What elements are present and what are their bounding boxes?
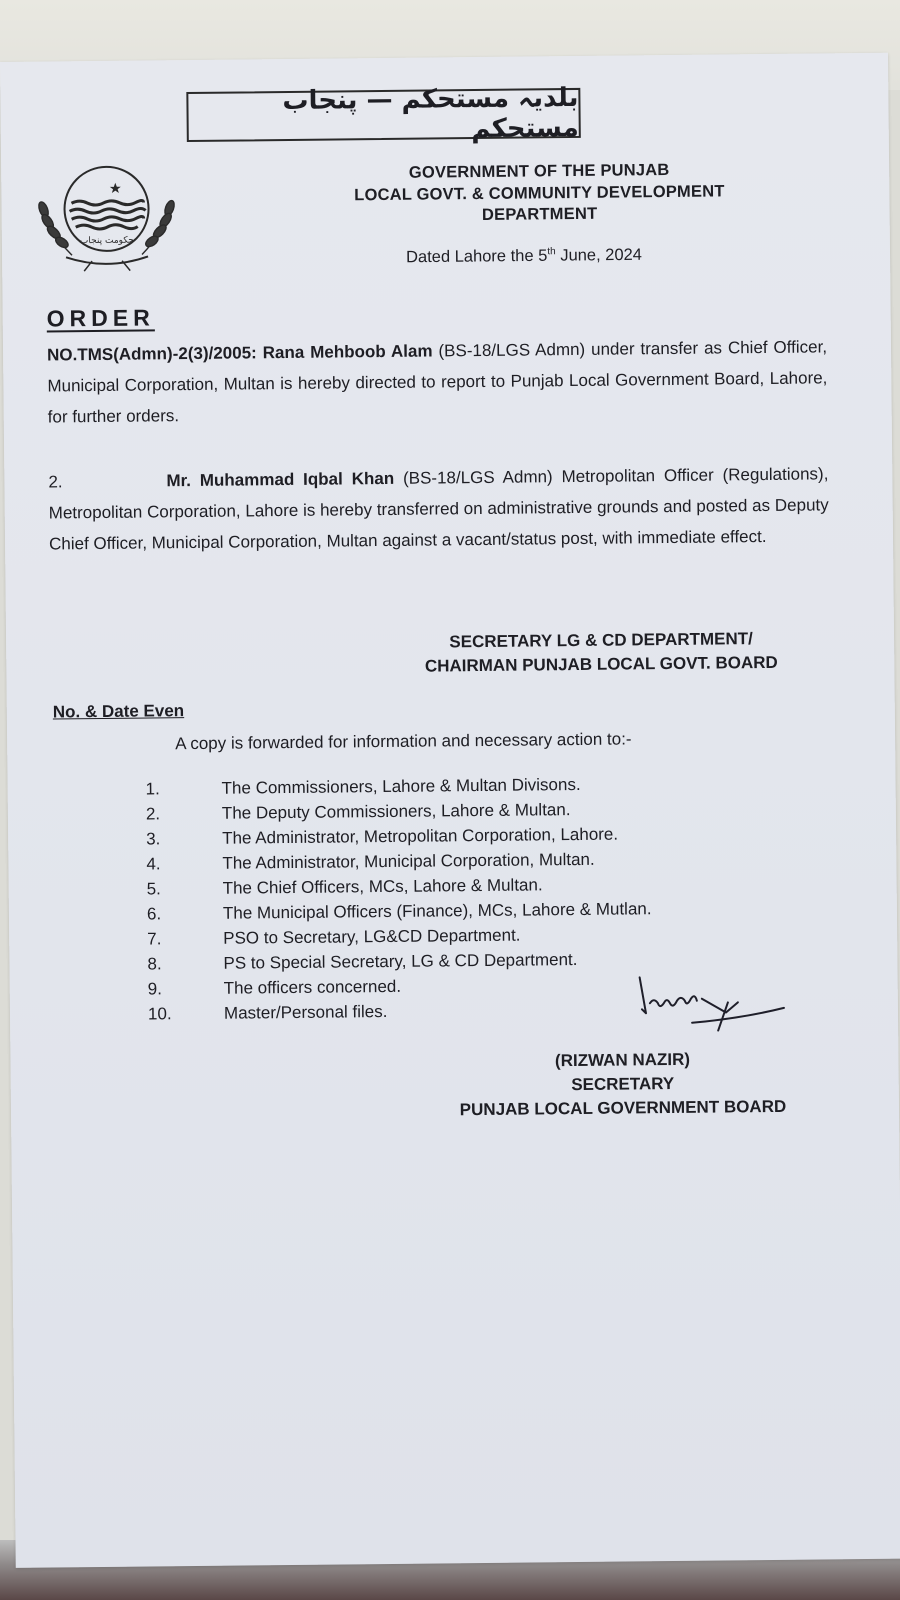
distribution-item-number: 5.	[146, 879, 161, 899]
reference-date-even: No. & Date Even	[52, 701, 185, 722]
distribution-item-text: The officers concerned.	[223, 976, 402, 998]
urdu-motto-box: بلدیہ مستحکم — پنجاب مستحکم	[186, 88, 581, 142]
order-document	[0, 53, 900, 1568]
paragraph-2-text: (BS-18/LGS Admn) Metropolitan Officer (Regulations), Metropolitan Corporation, Lahore is hereby transferred on administrative grounds and posted as Deputy Chief Officer, Municipal Corporation, Multan against a vacant/status post, with immediate effect.	[48, 464, 829, 554]
dated-prefix: Dated Lahore the 5	[405, 246, 548, 267]
dated-suffix: June, 2024	[555, 245, 643, 265]
distribution-item-number: 4.	[146, 854, 161, 874]
signature-icon	[632, 972, 793, 1054]
order-paragraph-1	[47, 331, 828, 432]
department-heading-line1: LOCAL GOVT. & COMMUNITY DEVELOPMENT	[354, 182, 725, 205]
signatory-name: (RIZWAN NAZIR)	[554, 1049, 691, 1071]
officer-name-1: Rana Mehboob Alam	[262, 341, 433, 363]
officer-name-2: Mr. Muhammad Iqbal Khan	[166, 468, 395, 491]
emblem-caption: حکومت پنجاب	[79, 235, 134, 247]
distribution-item	[146, 849, 594, 875]
distribution-item	[148, 1001, 388, 1025]
order-paragraph-2	[48, 458, 829, 559]
distribution-item	[146, 799, 571, 824]
distribution-item-number: 3.	[146, 829, 161, 849]
distribution-item-text: The Municipal Officers (Finance), MCs, Lahore & Mutlan.	[222, 899, 652, 923]
paragraph-2-number: 2.	[48, 472, 63, 492]
distribution-item	[147, 949, 577, 975]
signatory-designation: SECRETARY	[571, 1073, 675, 1095]
paragraph-1-text: (BS-18/LGS Admn) under transfer as Chief Officer, Municipal Corporation, Multan is hereby directed to report to Punjab Local Government Board, Lahore, for further orders.	[47, 337, 828, 427]
distribution-item-text: The Deputy Commissioners, Lahore & Multan.	[221, 800, 571, 823]
distribution-item-number: 1.	[145, 779, 160, 799]
distribution-item	[147, 874, 543, 899]
dated-ordinal: th	[547, 246, 556, 258]
department-heading-line2: DEPARTMENT	[481, 204, 598, 224]
distribution-item	[148, 976, 402, 1000]
distribution-item-text: The Administrator, Metropolitan Corporation, Lahore.	[222, 824, 619, 848]
government-heading: GOVERNMENT OF THE PUNJAB	[408, 160, 670, 182]
distribution-item-number: 6.	[146, 904, 162, 924]
secretary-title-line1: SECRETARY LG & CD DEPARTMENT/	[449, 629, 753, 652]
distribution-item	[146, 824, 618, 850]
distribution-item-text: The Commissioners, Lahore & Multan Divisons.	[221, 774, 581, 798]
distribution-item-number: 8.	[147, 954, 162, 974]
distribution-item-number: 9.	[147, 979, 163, 999]
distribution-item-text: The Administrator, Municipal Corporation, Multan.	[222, 849, 595, 873]
distribution-item	[147, 898, 652, 924]
signatory-organization: PUNJAB LOCAL GOVERNMENT BOARD	[459, 1096, 787, 1120]
order-title: ORDER	[46, 304, 155, 332]
distribution-item-number: 10.	[147, 1004, 172, 1024]
distribution-item-text: The Chief Officers, MCs, Lahore & Multan.	[222, 875, 543, 898]
forwarding-text: A copy is forwarded for information and necessary action to:-	[175, 729, 632, 754]
order-reference-number: NO.TMS(Admn)-2(3)/2005:	[46, 343, 257, 365]
distribution-item	[147, 925, 520, 950]
distribution-item-text: Master/Personal files.	[223, 1001, 388, 1023]
distribution-item-number: 2.	[145, 804, 161, 824]
distribution-item	[146, 774, 581, 800]
dated-line	[406, 245, 642, 267]
distribution-item-text: PS to Special Secretary, LG & CD Department.	[223, 950, 578, 973]
secretary-title-line2: CHAIRMAN PUNJAB LOCAL GOVT. BOARD	[424, 652, 778, 676]
punjab-emblem-icon	[31, 162, 182, 274]
distribution-item-text: PSO to Secretary, LG&CD Department.	[223, 925, 521, 948]
distribution-item-number: 7.	[147, 929, 162, 949]
